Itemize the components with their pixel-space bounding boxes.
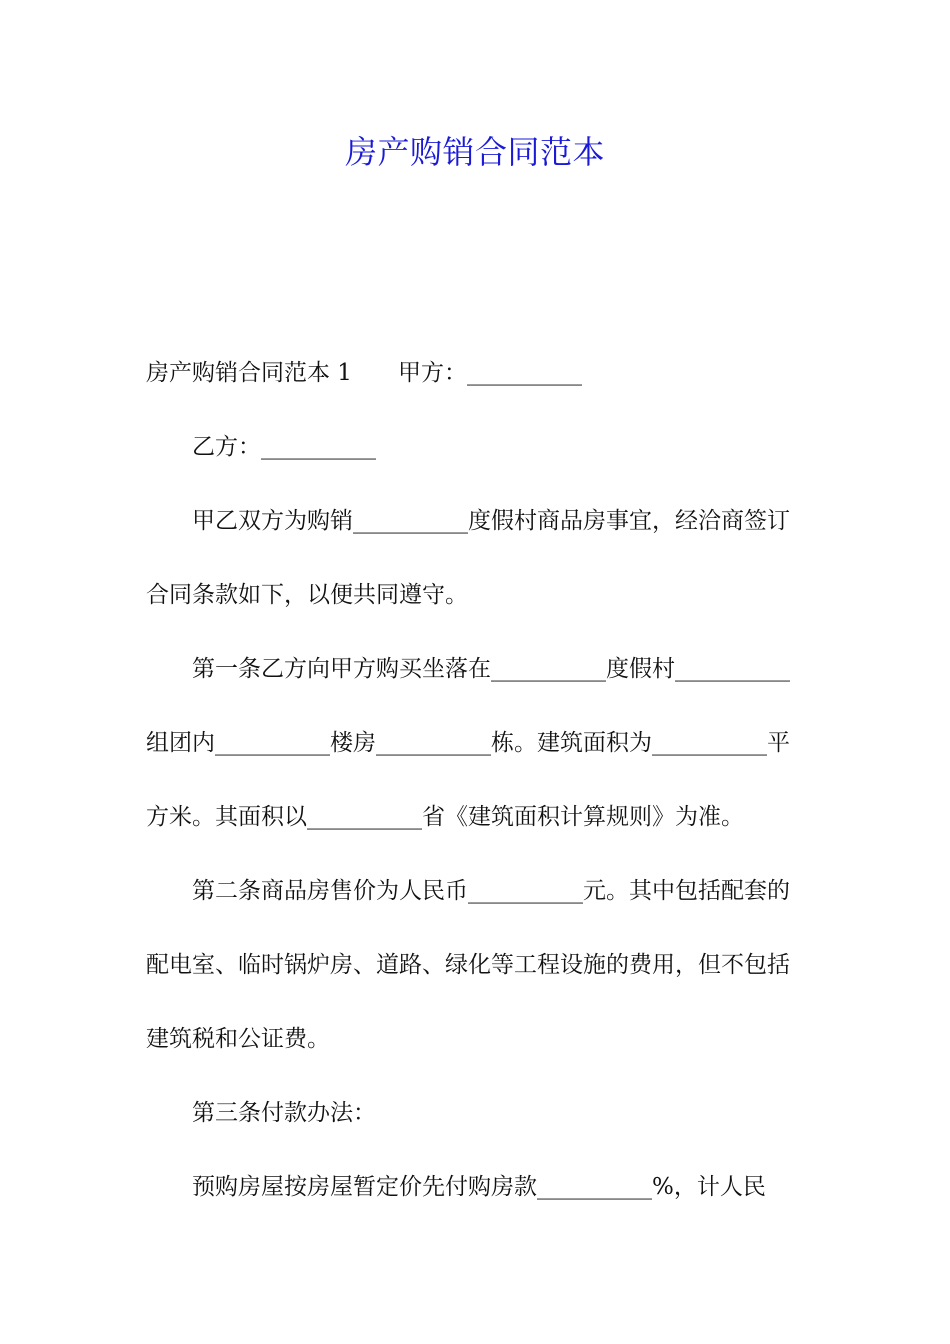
paragraph-header (146, 336, 806, 410)
document-title: 房产购销合同范本 (344, 133, 605, 171)
paragraph-payment: 预购房屋按房屋暂定价先付购房款__________%，计人民 (192, 1174, 766, 1200)
paragraph-article-2: 第二条商品房售价为人民币__________元。其中包括配套的配电室、临时锅炉房、道路、绿化等工程设施的费用，但不包括建筑税和公证费。 (146, 878, 790, 1052)
party-a-field: 甲方：__________ (397, 360, 582, 386)
paragraph-intro: 甲乙双方为购销__________度假村商品房事宜，经洽商签订合同条款如下，以便共同遵守。 (146, 508, 790, 608)
paragraph-article-1: 第一条乙方向甲方购买坐落在__________度假村__________组团内__________楼房__________栋。建筑面积为__________平方米。其面积以__________省《建筑面积计算规则》为准。 (146, 656, 790, 830)
contract-label: 房产购销合同范本 1 (146, 360, 352, 386)
paragraph-party-b: 乙方：__________ (192, 434, 376, 460)
paragraph-article-3: 第三条付款办法： (192, 1100, 376, 1126)
document-body (146, 336, 806, 1224)
